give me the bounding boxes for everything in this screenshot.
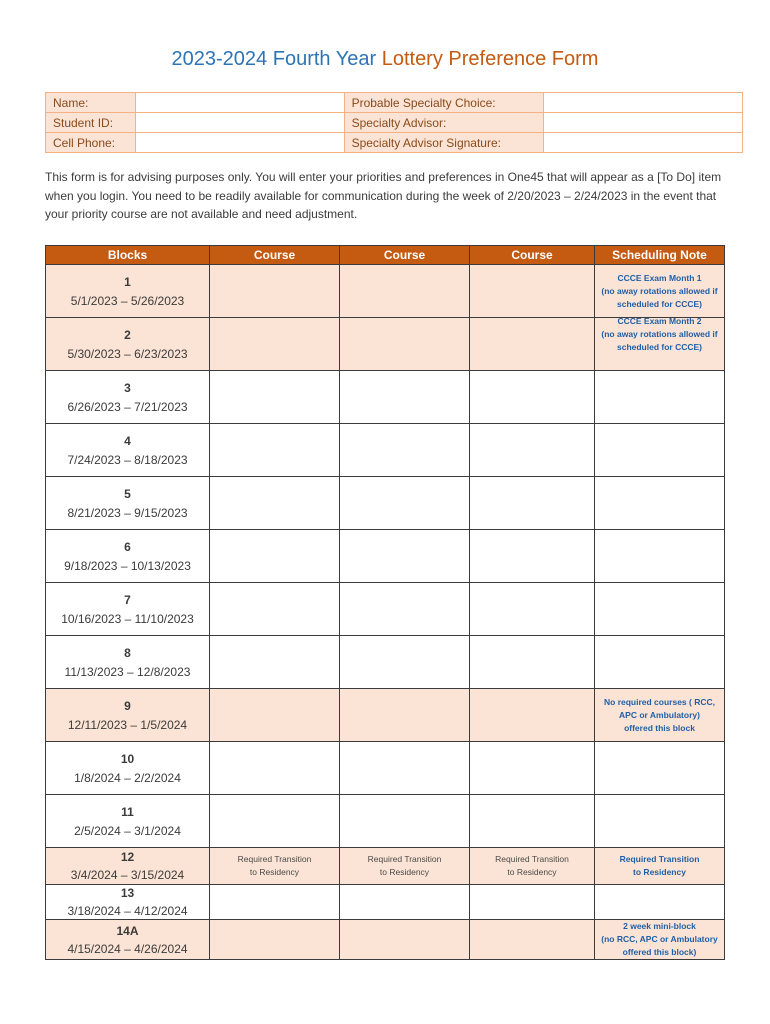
block-dates: 6/26/2023 – 7/21/2023 [67,399,188,414]
student-info-table [45,92,743,153]
table-row [46,477,725,530]
scheduling-note-cell [595,920,725,960]
specialty-advisor-field[interactable] [544,113,743,133]
scheduling-note-field[interactable] [595,742,725,795]
course-1-field[interactable] [210,318,340,371]
course-3-field[interactable] [470,885,595,920]
block-dates: 8/21/2023 – 9/15/2023 [67,505,188,520]
course-1-field[interactable] [210,920,340,960]
scheduling-note-field[interactable] [595,795,725,848]
course-3-field[interactable] [470,583,595,636]
block-number: 14A [116,923,139,938]
block-cell [46,848,210,885]
required-transition-text: Required Transition to Residency [367,854,442,877]
course-2-field[interactable] [340,477,470,530]
block-number: 6 [124,539,131,554]
block-number: 9 [124,698,131,713]
block-number: 4 [124,433,131,448]
block-cell [46,795,210,848]
course-3-field[interactable] [470,424,595,477]
block-dates: 10/16/2023 – 11/10/2023 [61,611,194,626]
intro-text: This form is for advising purposes only. You will enter your priorities and preferences in One45 that will appear as a [To Do] item when you login. You need to be readily available for communication during the week of 2/20/2023 – 2/24/2023 in the event that your priority course are not available and need adjustment. [45,170,722,221]
block-cell [46,424,210,477]
header-blocks: Blocks [46,246,210,265]
table-row [46,885,725,920]
scheduling-note-field[interactable] [595,885,725,920]
course-2-field[interactable] [340,265,470,318]
table-row [46,371,725,424]
course-2-field[interactable] [340,742,470,795]
block-cell [46,318,210,371]
block-number: 13 [120,886,135,900]
block-cell [46,689,210,742]
course-1-cell [210,848,340,885]
required-transition-text: Required Transition to Residency [237,854,312,877]
table-row [46,689,725,742]
block-dates: 3/4/2024 – 3/15/2024 [70,868,185,882]
scheduling-note-field[interactable] [595,583,725,636]
course-1-field[interactable] [210,477,340,530]
scheduling-note-field[interactable] [595,636,725,689]
specialty-choice-field[interactable] [544,93,743,113]
scheduling-note-field[interactable] [595,424,725,477]
block-cell [46,885,210,920]
course-3-field[interactable] [470,477,595,530]
table-row [46,848,725,885]
block-dates: 9/18/2023 – 10/13/2023 [64,558,191,573]
course-2-field[interactable] [340,795,470,848]
course-1-field[interactable] [210,583,340,636]
name-field[interactable] [135,93,344,113]
block-cell [46,583,210,636]
scheduling-note-cell [595,315,725,371]
scheduling-note-cell [595,265,725,318]
required-transition-text: Required Transition to Residency [495,854,569,877]
course-3-field[interactable] [470,318,595,371]
student-id-field[interactable] [135,113,344,133]
course-2-field[interactable] [340,424,470,477]
block-dates: 12/11/2023 – 1/5/2024 [67,717,188,732]
advisor-signature-field[interactable] [544,133,743,153]
block-cell [46,530,210,583]
name-label: Name: [46,93,136,113]
course-1-field[interactable] [210,885,340,920]
course-1-field[interactable] [210,424,340,477]
scheduling-note: CCCE Exam Month 1 (no away rotations allowed if scheduled for CCCE) [601,272,718,309]
block-dates: 5/1/2023 – 5/26/2023 [70,293,185,308]
scheduling-note: No required courses ( RCC, APC or Ambulatory) offered this block [604,696,715,733]
block-dates: 11/13/2023 – 12/8/2023 [64,664,191,679]
table-row [46,742,725,795]
table-row [46,530,725,583]
block-number: 8 [124,645,131,660]
course-1-field[interactable] [210,742,340,795]
cell-phone-label: Cell Phone: [46,133,136,153]
scheduling-note: 2 week mini-block (no RCC, APC or Ambulatory offered this block) [601,921,718,957]
course-1-field[interactable] [210,636,340,689]
course-1-field[interactable] [210,689,340,742]
block-number: 12 [120,850,135,864]
specialty-advisor-label: Specialty Advisor: [344,113,544,133]
course-2-field[interactable] [340,583,470,636]
block-dates: 2/5/2024 – 3/1/2024 [74,823,181,838]
header-course-1: Course [210,246,340,265]
course-3-cell [470,848,595,885]
header-course-3: Course [470,246,595,265]
form-title [0,48,770,71]
course-2-field[interactable] [340,636,470,689]
table-row [46,424,725,477]
course-3-field[interactable] [470,689,595,742]
table-row [46,636,725,689]
table-row [46,920,725,960]
scheduling-note-field[interactable] [595,371,725,424]
table-row [46,318,725,371]
table-row [46,265,725,318]
course-3-field[interactable] [470,742,595,795]
block-cell [46,477,210,530]
block-dates: 5/30/2023 – 6/23/2023 [67,346,188,361]
scheduling-note-field[interactable] [595,477,725,530]
title-part-2: Lottery Preference Form [381,48,599,70]
course-1-field[interactable] [210,371,340,424]
block-dates: 4/15/2024 – 4/26/2024 [67,941,188,956]
course-2-cell [340,848,470,885]
student-id-label: Student ID: [46,113,136,133]
course-3-field[interactable] [470,265,595,318]
advisor-signature-label: Specialty Advisor Signature: [344,133,544,153]
scheduling-note: CCCE Exam Month 2 (no away rotations allowed if scheduled for CCCE) [601,315,718,352]
course-1-field[interactable] [210,795,340,848]
course-1-field[interactable] [210,265,340,318]
block-number: 5 [124,486,131,501]
table-row [46,583,725,636]
course-3-field[interactable] [470,795,595,848]
block-number: 2 [124,327,131,342]
course-2-field[interactable] [340,885,470,920]
block-cell [46,371,210,424]
cell-phone-field[interactable] [135,133,344,153]
block-dates: 1/8/2024 – 2/2/2024 [74,770,181,785]
course-3-field[interactable] [470,920,595,960]
specialty-choice-label: Probable Specialty Choice: [344,93,544,113]
scheduling-note-cell [595,689,725,742]
scheduling-note: Required Transition to Residency [619,854,700,877]
table-row [46,795,725,848]
header-scheduling-note: Scheduling Note [595,246,725,265]
title-part-1: 2023-2024 Fourth Year [171,48,382,70]
course-3-field[interactable] [470,636,595,689]
header-course-2: Course [340,246,470,265]
block-cell [46,920,210,960]
course-3-field[interactable] [470,530,595,583]
course-2-field[interactable] [340,689,470,742]
block-dates: 7/24/2023 – 8/18/2023 [67,452,188,467]
course-2-field[interactable] [340,318,470,371]
scheduling-note-cell [595,848,725,885]
course-2-field[interactable] [340,530,470,583]
course-3-field[interactable] [470,371,595,424]
block-cell [46,742,210,795]
block-number: 10 [120,751,135,766]
block-number: 11 [121,804,134,819]
course-2-field[interactable] [340,371,470,424]
block-cell [46,636,210,689]
block-cell [46,265,210,318]
block-number: 7 [124,592,131,607]
block-number: 1 [124,274,131,289]
block-number: 3 [124,380,131,395]
scheduling-note-field[interactable] [595,530,725,583]
preference-table [45,245,725,960]
block-dates: 3/18/2024 – 4/12/2024 [67,904,188,918]
course-2-field[interactable] [340,920,470,960]
course-1-field[interactable] [210,530,340,583]
